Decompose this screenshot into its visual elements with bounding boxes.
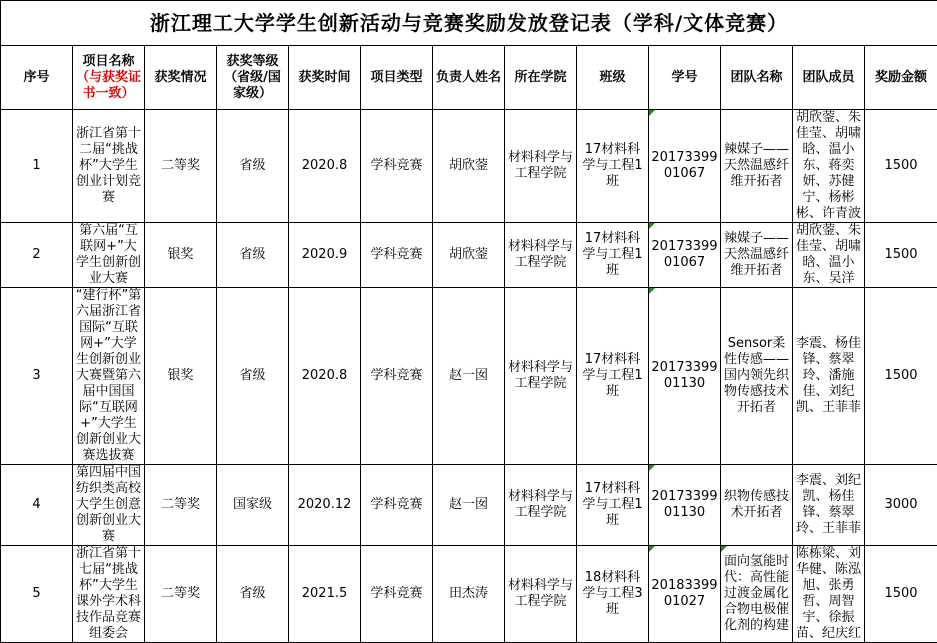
header-class[interactable]: 班级	[577, 46, 649, 110]
header-college[interactable]: 所在学院	[505, 46, 577, 110]
cell-time[interactable]: 2020.12	[289, 465, 361, 546]
cell-college[interactable]: 材料科学与工程学院	[505, 288, 577, 465]
cell-amount[interactable]: 1500	[865, 110, 937, 223]
cell-team-name[interactable]: 织物传感技术开拓者	[721, 465, 793, 546]
cell-level[interactable]: 省级	[217, 288, 289, 465]
cell-level[interactable]: 省级	[217, 546, 289, 643]
cell-seq[interactable]: 2	[1, 223, 73, 288]
cell-college[interactable]: 材料科学与工程学院	[505, 546, 577, 643]
cell-members[interactable]: 陈栋梁、刘华健、陈泓旭、张勇哲、周智宇、徐振苗、纪庆红	[793, 546, 865, 643]
cell-members[interactable]: 李震、刘纪凯、杨佳锋、蔡翠玲、王菲菲	[793, 465, 865, 546]
table-row	[1, 546, 937, 643]
header-project-name-label: 项目名称	[82, 54, 134, 69]
cell-amount[interactable]: 1500	[865, 546, 937, 643]
cell-student-id[interactable]: 2017339901130	[649, 288, 721, 465]
cell-student-id[interactable]: 2017339901067	[649, 223, 721, 288]
cell-seq[interactable]: 4	[1, 465, 73, 546]
cell-team-name[interactable]: 面向氢能时代：高性能过渡金属化合物电极催化剂的构建	[721, 546, 793, 643]
cell-time[interactable]: 2020.8	[289, 288, 361, 465]
cell-class[interactable]: 17材料科学与工程1班	[577, 288, 649, 465]
cell-seq[interactable]: 5	[1, 546, 73, 643]
cell-time[interactable]: 2020.8	[289, 110, 361, 223]
cell-student-id[interactable]: 2017339901130	[649, 465, 721, 546]
cell-team-name[interactable]: 辣媒子——天然温感纤维开拓者	[721, 110, 793, 223]
cell-award[interactable]: 银奖	[145, 223, 217, 288]
cell-members[interactable]: 李震、杨佳锋、蔡翠玲、潘施佳、刘纪凯、王菲菲	[793, 288, 865, 465]
table-row	[1, 110, 937, 223]
cell-leader[interactable]: 赵一囡	[433, 288, 505, 465]
header-team-name[interactable]: 团队名称	[721, 46, 793, 110]
cell-student-id[interactable]: 2018339901027	[649, 546, 721, 643]
cell-type[interactable]: 学科竞赛	[361, 288, 433, 465]
cell-project-name[interactable]: 第四届中国纺织类高校大学生创意创新创业大赛	[73, 465, 145, 546]
cell-project-name[interactable]: “建行杯”第六届浙江省国际“互联网+”大学生创新创业大赛暨第六届中国国际“互联网+”大学生创新创业大赛选拔赛	[73, 288, 145, 465]
table-row	[1, 465, 937, 546]
table-row	[1, 288, 937, 465]
cell-team-name[interactable]: Sensor柔性传感——国内领先织物传感技术开拓者	[721, 288, 793, 465]
cell-members[interactable]: 胡欣蓥、朱佳莹、胡啸晗、温小东、蒋奕妍、苏健宁、杨彬彬、许青波	[793, 110, 865, 223]
cell-college[interactable]: 材料科学与工程学院	[505, 465, 577, 546]
cell-seq[interactable]: 3	[1, 288, 73, 465]
header-members[interactable]: 团队成员	[793, 46, 865, 110]
cell-college[interactable]: 材料科学与工程学院	[505, 110, 577, 223]
cell-time[interactable]: 2020.9	[289, 223, 361, 288]
cell-time[interactable]: 2021.5	[289, 546, 361, 643]
cell-class[interactable]: 17材料科学与工程1班	[577, 465, 649, 546]
cell-award[interactable]: 二等奖	[145, 110, 217, 223]
header-type[interactable]: 项目类型	[361, 46, 433, 110]
cell-award[interactable]: 银奖	[145, 288, 217, 465]
cell-project-name[interactable]: 浙江省第十二届“挑战杯”大学生创业计划竞赛	[73, 110, 145, 223]
cell-seq[interactable]: 1	[1, 110, 73, 223]
cell-student-id[interactable]: 2017339901067	[649, 110, 721, 223]
cell-leader[interactable]: 田杰涛	[433, 546, 505, 643]
header-row	[1, 46, 937, 110]
header-time[interactable]: 获奖时间	[289, 46, 361, 110]
header-amount[interactable]: 奖励金额	[865, 46, 937, 110]
cell-class[interactable]: 17材料科学与工程1班	[577, 110, 649, 223]
cell-type[interactable]: 学科竞赛	[361, 223, 433, 288]
cell-project-name[interactable]: 第六届“互联网+”大学生创新创业大赛	[73, 223, 145, 288]
table-row	[1, 223, 937, 288]
cell-award[interactable]: 二等奖	[145, 546, 217, 643]
cell-class[interactable]: 17材料科学与工程1班	[577, 223, 649, 288]
header-seq[interactable]: 序号	[1, 46, 73, 110]
header-level[interactable]: 获奖等级（省级/国家级）	[217, 46, 289, 110]
header-student-id[interactable]: 学号	[649, 46, 721, 110]
cell-team-name[interactable]: 辣媒子——天然温感纤维开拓者	[721, 223, 793, 288]
cell-level[interactable]: 省级	[217, 110, 289, 223]
cell-type[interactable]: 学科竞赛	[361, 546, 433, 643]
cell-leader[interactable]: 胡欣蓥	[433, 223, 505, 288]
cell-amount[interactable]: 1500	[865, 223, 937, 288]
cell-level[interactable]: 省级	[217, 223, 289, 288]
header-award[interactable]: 获奖情况	[145, 46, 217, 110]
cell-level[interactable]: 国家级	[217, 465, 289, 546]
cell-type[interactable]: 学科竞赛	[361, 110, 433, 223]
header-project-name-note: （与获奖证书一致）	[75, 70, 142, 102]
cell-leader[interactable]: 胡欣蓥	[433, 110, 505, 223]
cell-amount[interactable]: 1500	[865, 288, 937, 465]
cell-members[interactable]: 胡欣蓥、朱佳莹、胡啸晗、温小东、吴洋	[793, 223, 865, 288]
cell-college[interactable]: 材料科学与工程学院	[505, 223, 577, 288]
header-project-name[interactable]	[73, 46, 145, 110]
cell-leader[interactable]: 赵一囡	[433, 465, 505, 546]
cell-award[interactable]: 二等奖	[145, 465, 217, 546]
cell-type[interactable]: 学科竞赛	[361, 465, 433, 546]
cell-amount[interactable]: 3000	[865, 465, 937, 546]
cell-class[interactable]: 18材料科学与工程3班	[577, 546, 649, 643]
header-leader[interactable]: 负责人姓名	[433, 46, 505, 110]
table-title[interactable]: 浙江理工大学学生创新活动与竞赛奖励发放登记表（学科/文体竞赛）	[1, 1, 937, 46]
cell-project-name[interactable]: 浙江省第十七届“挑战杯”大学生课外学术科技作品竞赛组委会	[73, 546, 145, 643]
